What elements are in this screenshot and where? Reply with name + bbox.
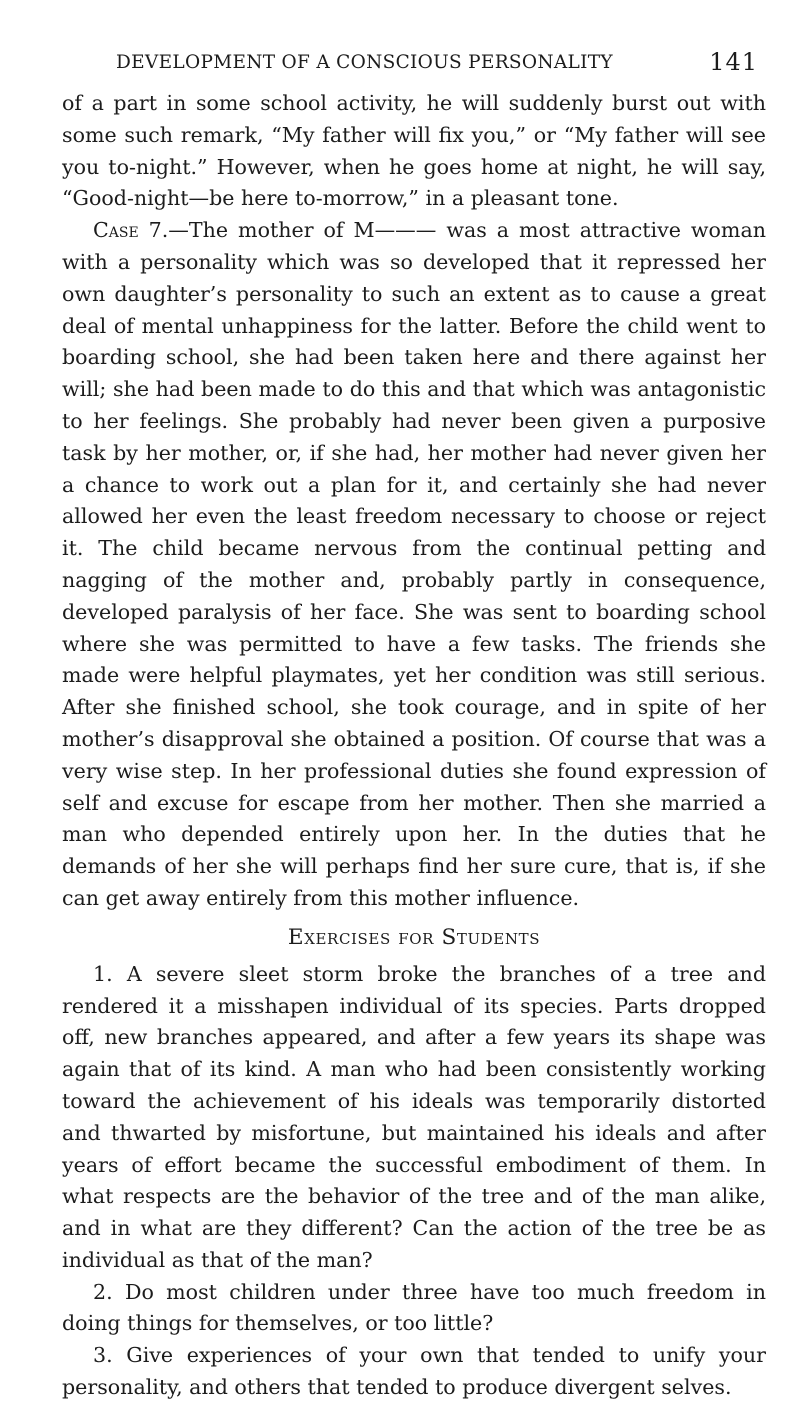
book-page xyxy=(62,48,766,1404)
case-7-text: —The mother of M——— was a most attractive woman with a personality which was so developed that it repressed her own daughter’s personality to such an extent as to cause a great deal of mental unhappiness for the latter. Before the child went to boarding school, she had been taken here and there against her will; she had been made to do this and that which was antagonistic to her feelings. She probably had never been given a purposive task by her mother, or, if she had, her mother had never given her a chance to work out a plan for it, and certainly she had never allowed her even the least freedom necessary to choose or reject it. The child became nervous from the continual petting and nagging of the mother and, probably partly in consequence, developed paralysis of her face. She was sent to boarding school where she was permitted to have a few tasks. The friends she made were helpful playmates, yet her condition was still serious. After she finished school, she took courage, and in spite of her mother’s disapproval she obtained a position. Of course that was a very wise step. In her professional duties she found expression of self and excuse for escape from her mother. Then she married a man who depended entirely upon her. In the duties that he demands of her she will perhaps find her sure cure, that is, if she can get away entirely from this mother influence. xyxy=(62,218,766,910)
case-7-paragraph xyxy=(62,215,766,915)
exercise-item-1: 1. A severe sleet storm broke the branches of a tree and rendered it a misshapen individual of its species. Parts dropped off, new branches appeared, and after a few years its shape was again that of its kind. A man who had been consistently working toward the achievement of his ideals was temporarily distorted and thwarted by misfortune, but maintained his ideals and after years of effort became the successful embodiment of them. In what respects are the behavior of the tree and of the man alike, and in what are they different? Can the action of the tree be as individual as that of the man? xyxy=(62,961,766,1272)
exercise-item-3: 3. Give experiences of your own that tended to unify your personality, and others that tended to produce divergent selves. xyxy=(62,1343,766,1400)
page-number: 141 xyxy=(709,48,758,76)
continuation-paragraph: of a part in some school activity, he will suddenly burst out with some such remark, “My father will fix you,” or “My father will see you to-night.” However, when he goes home at night, he will say, “Good-night—be here to-morrow,” in a pleasant tone. xyxy=(62,91,766,211)
case-7-label: Case 7. xyxy=(93,218,169,243)
exercise-item-2: 2. Do most children under three have too much freedom in doing things for themselves, or too little? xyxy=(62,1279,766,1336)
exercises-heading: Exercises for Students xyxy=(287,924,541,950)
running-head-title: DEVELOPMENT OF A CONSCIOUS PERSONALITY xyxy=(116,52,613,73)
running-head xyxy=(62,48,766,88)
